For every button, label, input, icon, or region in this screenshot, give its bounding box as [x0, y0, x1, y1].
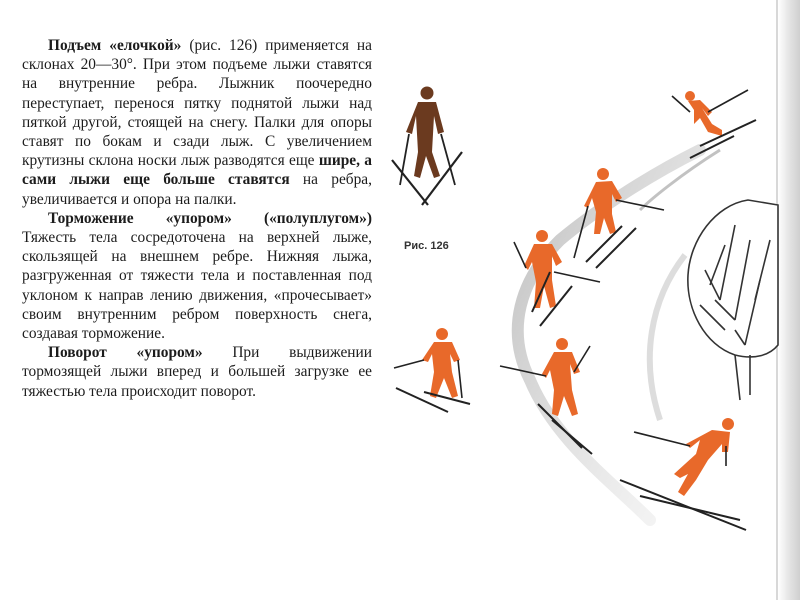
- paragraph-herringbone-emphasis: шире, а сами лыжи еще больше ставятся: [22, 152, 372, 189]
- paragraph-braking-text: Тяжесть тела сосредоточена на верхней лыже, скользящей на внешнем ребре. Нижняя лыжа, разгруженная от тяжести тела и поставленная под уклоном к направ лению движения, «прочесывает» своим внутренним ребром поверхность снега, создавая торможение.: [22, 229, 372, 343]
- paragraph-braking: [22, 209, 372, 343]
- paragraph-herringbone-end: на ребра, увеличивается и опора на палки.: [22, 171, 372, 208]
- page-edge-shadow: [778, 0, 800, 600]
- paragraph-turn: [22, 343, 372, 401]
- tree-icon: [688, 200, 778, 400]
- heading-herringbone: Подъем «елочкой»: [48, 37, 182, 54]
- paragraph-herringbone: [22, 36, 372, 209]
- skier-climbing-figure: [392, 87, 462, 206]
- body-text: [22, 36, 372, 401]
- figure-caption: Рис. 126: [404, 240, 449, 252]
- skier-figure-1: [672, 90, 756, 158]
- skier-figure-5: [500, 338, 592, 454]
- skier-figure-4: [394, 328, 470, 412]
- slope-arc: [650, 255, 685, 420]
- paragraph-turn-text: При выдвижении тормозящей лыжи вперед и большей загрузке ее тяжестью тела происходит поворот.: [22, 344, 372, 400]
- paragraph-herringbone-text: (рис. 126) применяется на склонах 20—30°. При этом подъеме лыжи ставятся на внутренние ребра. Лыжник поочередно переступает, перенося пятку поднятой лыжи над пяткой другой, стоящей на снегу. Палки для опоры ставят по бокам и сзади лыж. С увеличением крутизны склона носки лыж разводятся еще: [22, 37, 372, 170]
- skiing-illustration: [380, 80, 780, 540]
- heading-turn: Поворот «упором»: [48, 344, 203, 362]
- heading-braking: Торможение «упором» («полуплугом»): [48, 209, 372, 227]
